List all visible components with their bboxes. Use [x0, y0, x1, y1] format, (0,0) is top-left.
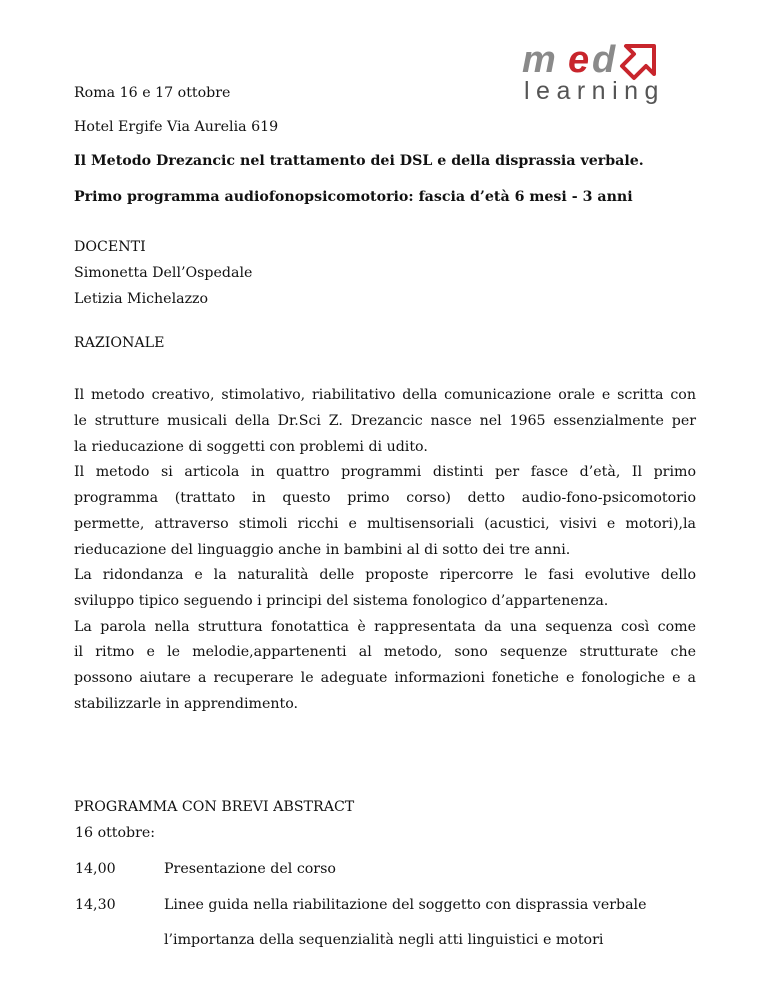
razionale-line: il ritmo e le melodie,appartenenti al metodo, sono sequenze strutturate che [74, 644, 696, 660]
programma-day: 16 ottobre: [75, 825, 156, 841]
med-learning-logo-graphic [520, 40, 680, 104]
logo-letter-d: d [592, 40, 616, 81]
programma-time: 14,30 [75, 897, 116, 913]
razionale-heading: RAZIONALE [74, 335, 165, 351]
razionale-line: possono aiutare a recuperare le adeguate informazioni fonetiche e fonologiche e a [74, 670, 696, 686]
razionale-line: rieducazione del linguaggio anche in bambini al di sotto dei tre anni. [74, 542, 571, 558]
event-venue: Hotel Ergife Via Aurelia 619 [74, 119, 279, 135]
razionale-line: la rieducazione di soggetti con problemi di udito. [74, 439, 428, 455]
razionale-line: La parola nella struttura fonotattica è rappresentata da una sequenza così come [74, 619, 696, 635]
med-learning-logo [520, 40, 680, 104]
docenti-heading: DOCENTI [74, 239, 146, 255]
razionale-line: La ridondanza e la naturalità delle proposte ripercorre le fasi evolutive dello [74, 567, 696, 583]
logo-letter-e: e [568, 40, 590, 81]
logo-letter-m: m [522, 40, 556, 81]
razionale-line: Il metodo creativo, stimolativo, riabilitativo della comunicazione orale e scritta con [74, 387, 696, 403]
razionale-line: sviluppo tipico seguendo i principi del sistema fonologico d’appartenenza. [74, 593, 609, 609]
event-date: Roma 16 e 17 ottobre [74, 85, 231, 101]
razionale-line: le strutture musicali della Dr.Sci Z. Drezancic nasce nel 1965 essenzialmente per [74, 413, 696, 429]
programma-item: l’importanza della sequenzialità negli atti linguistici e motori [164, 932, 604, 948]
programma-time: 14,00 [75, 861, 116, 877]
razionale-line: Il metodo si articola in quattro programmi distinti per fasce d’età, Il primo [74, 464, 696, 480]
razionale-line: stabilizzarle in apprendimento. [74, 696, 299, 712]
logo-learning-word: learning [524, 77, 665, 104]
docente-name: Simonetta Dell’Ospedale [74, 265, 253, 281]
logo-arrow-icon [622, 46, 654, 78]
programma-item: Presentazione del corso [164, 861, 336, 877]
docente-name: Letizia Michelazzo [74, 291, 209, 307]
razionale-line: programma (trattato in questo primo corso) detto audio-fono-psicomotorio [74, 490, 696, 506]
programma-heading: PROGRAMMA CON BREVI ABSTRACT [74, 799, 355, 815]
course-title: Il Metodo Drezancic nel trattamento dei DSL e della disprassia verbale. [74, 153, 644, 169]
razionale-line: permette, attraverso stimoli ricchi e multisensoriali (acustici, visivi e motori),la [74, 516, 696, 532]
programma-item: Linee guida nella riabilitazione del soggetto con disprassia verbale [164, 897, 647, 913]
course-subtitle: Primo programma audiofonopsicomotorio: fascia d’età 6 mesi - 3 anni [74, 189, 633, 205]
